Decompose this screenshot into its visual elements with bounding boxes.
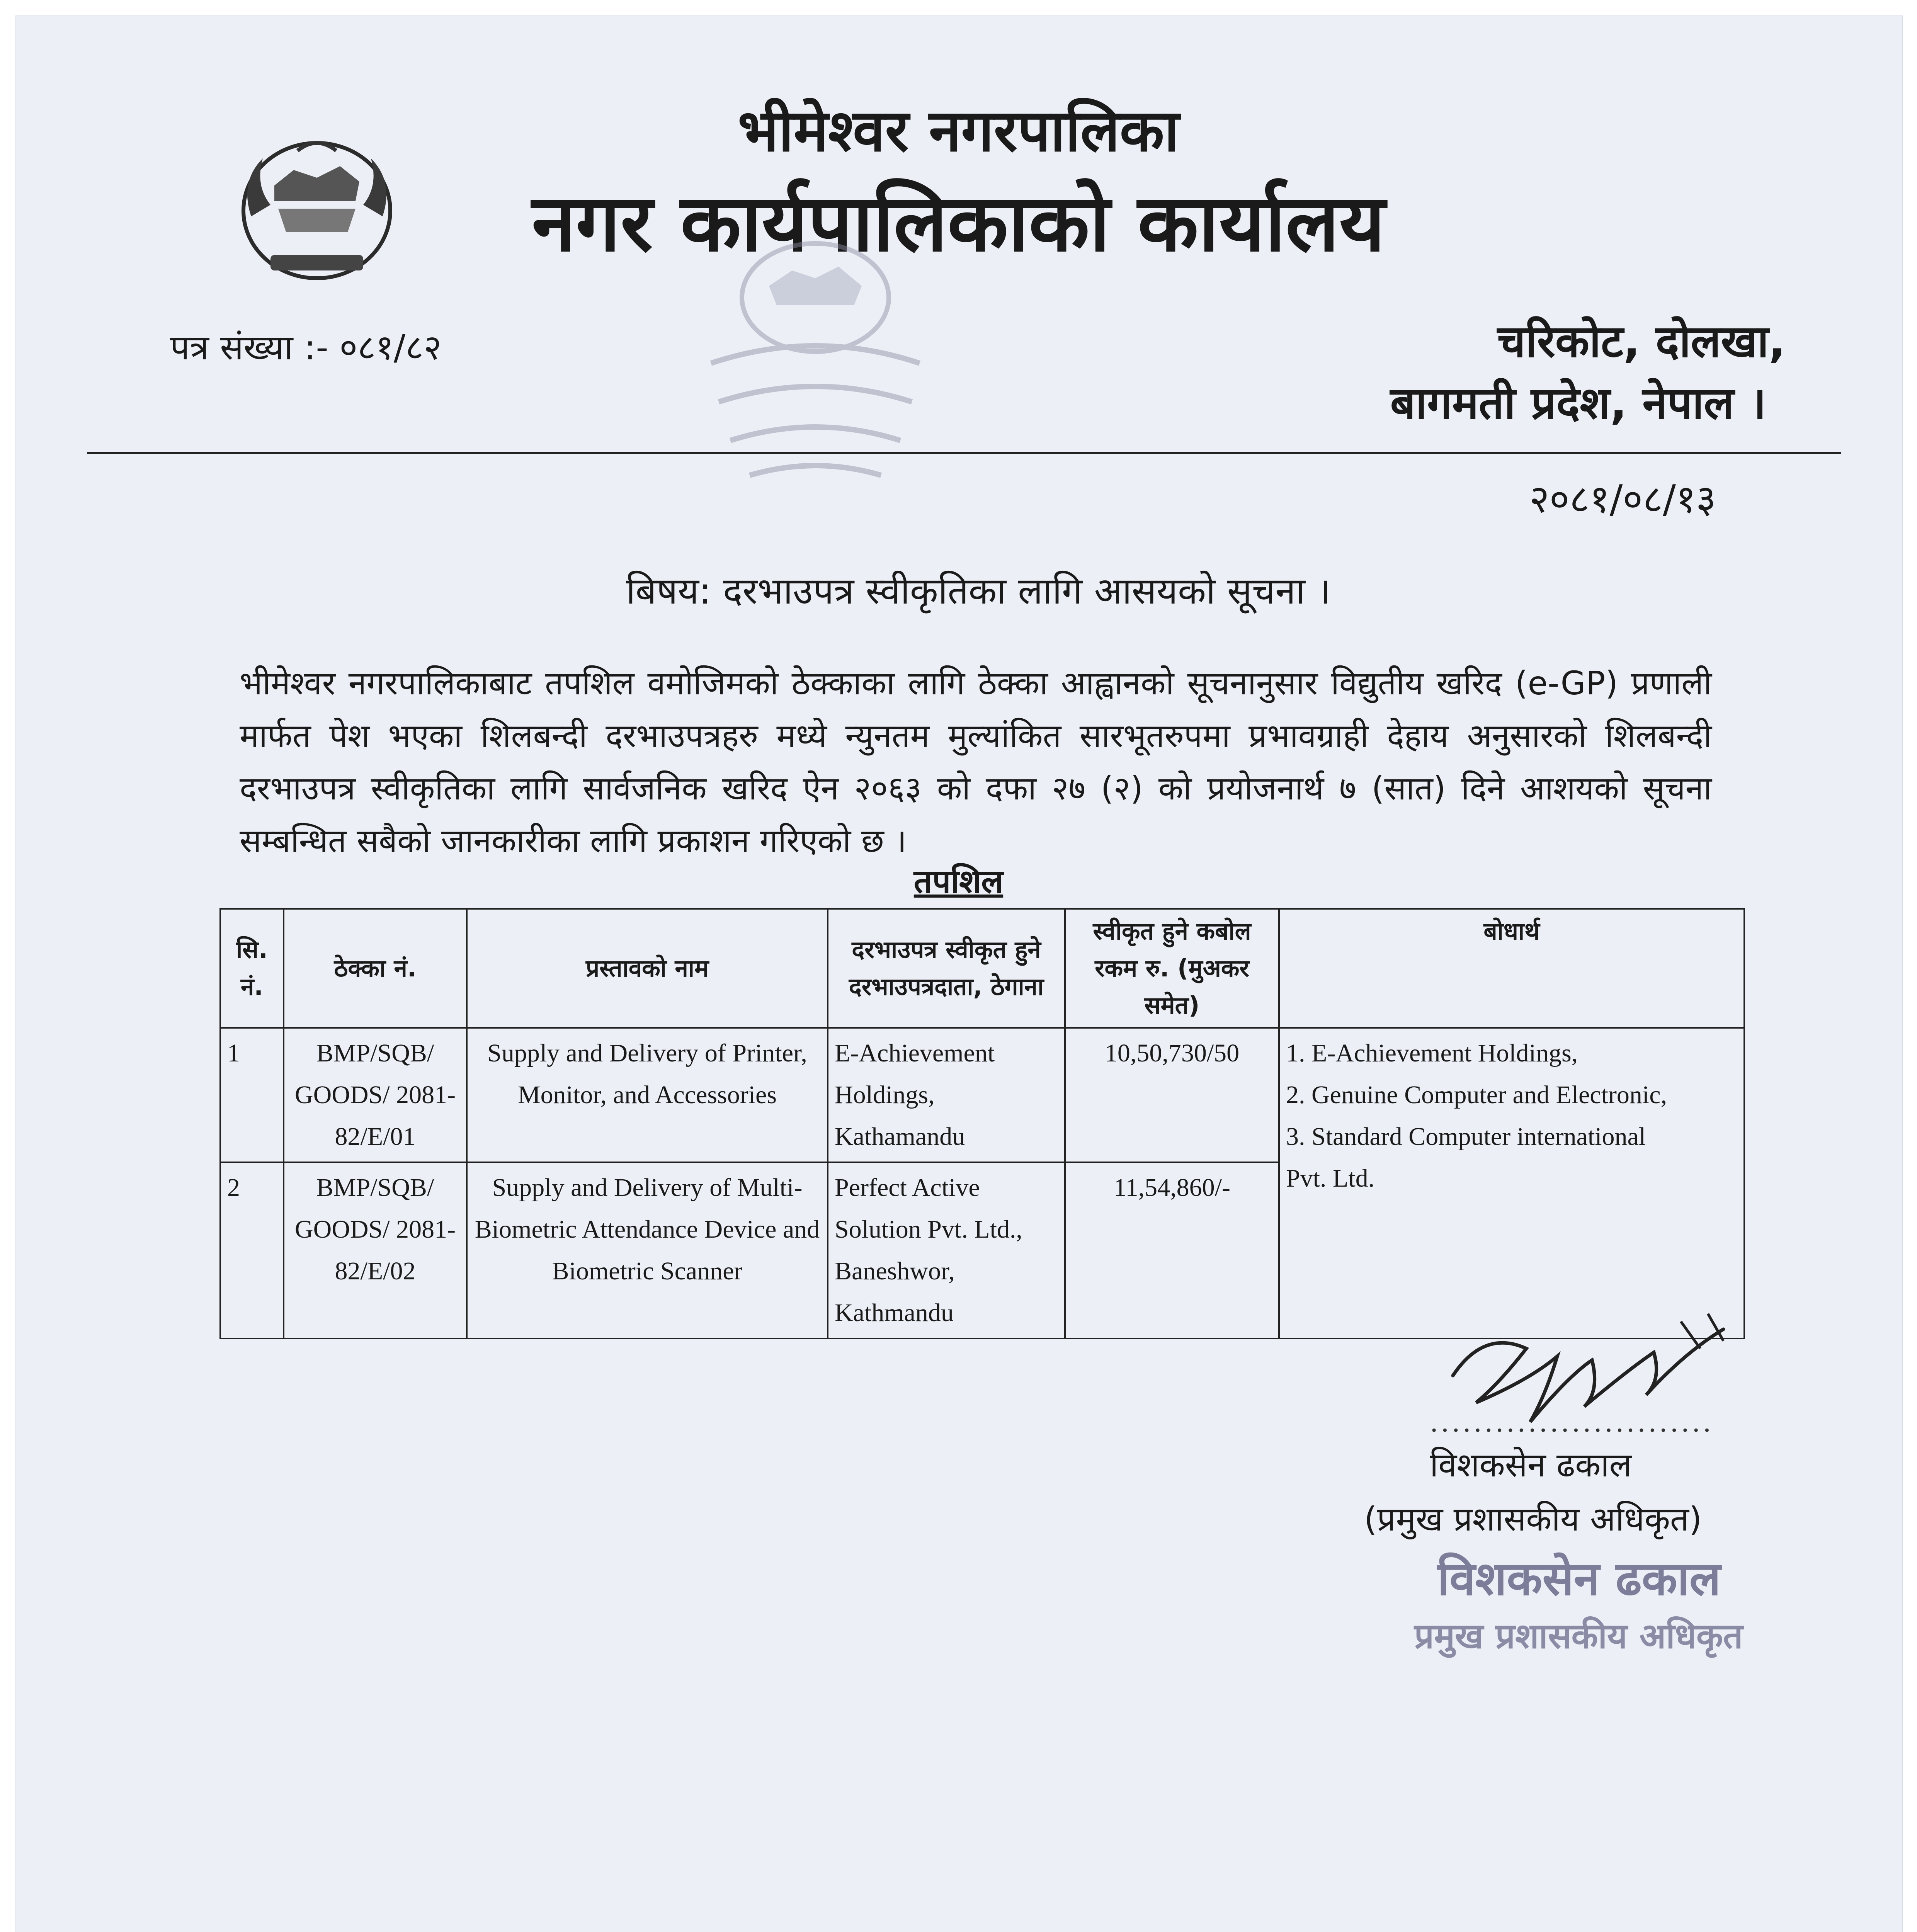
address-line-2: बागमती प्रदेश, नेपाल । (1390, 378, 1766, 429)
cell-contract-no: BMP/SQB/ GOODS/ 2081-82/E/01 (284, 1028, 467, 1162)
col-header-proposal-name: प्रस्तावको नाम (467, 909, 828, 1028)
cell-amount: 11,54,860/- (1065, 1162, 1279, 1338)
header-divider (87, 452, 1841, 454)
signature-line: .......................... (1430, 1406, 1714, 1438)
letter-number: पत्र संख्या :- ०८१/८२ (170, 327, 442, 368)
cell-bidder: E-Achievement Holdings, Kathamandu (828, 1028, 1065, 1162)
stamp-name: विशकसेन ढकाल (1437, 1552, 1721, 1606)
schedule-title: तपशिल (913, 862, 1004, 900)
cell-proposal-name: Supply and Delivery of Multi-Biometric Attendance Device and Biometric Scanner (467, 1162, 828, 1338)
office-title: नगर कार्यपालिकाको कार्यालय (532, 177, 1385, 269)
remarks-item: 2. Genuine Computer and Electronic, (1286, 1081, 1667, 1109)
subject-line: बिषय: दरभाउपत्र स्वीकृतिका लागि आसयको सूचना । (626, 570, 1331, 612)
cell-contract-no: BMP/SQB/ GOODS/ 2081-82/E/02 (284, 1162, 467, 1338)
signatory-name: विशकसेन ढकाल (1430, 1446, 1632, 1485)
signatory-designation: (प्रमुख प्रशासकीय अधिकृत) (1364, 1500, 1702, 1539)
col-header-bidder: दरभाउपत्र स्वीकृत हुने दरभाउपत्रदाता, ठेगाना (828, 909, 1065, 1028)
letter-date: २०८१/०८/१३ (1529, 476, 1716, 522)
address-line-1: चरिकोट, दोलखा, (1497, 316, 1786, 367)
cell-remarks (1279, 1028, 1744, 1338)
col-header-amount: स्वीकृत हुने कबोल रकम रु. (मुअकर समेत) (1065, 909, 1279, 1028)
col-header-remarks: बोधार्थ (1279, 909, 1744, 1028)
remarks-item: 1. E-Achievement Holdings, (1286, 1039, 1578, 1067)
office-name: भीमेश्वर नगरपालिका (738, 97, 1179, 165)
col-header-sn: सि. नं. (220, 909, 284, 1028)
office-seal-icon (665, 240, 966, 518)
remarks-item: 3. Standard Computer international (1286, 1122, 1646, 1151)
col-header-contract-no: ठेक्का नं. (284, 909, 467, 1028)
table-header-row (220, 909, 1744, 1028)
cell-proposal-name: Supply and Delivery of Printer, Monitor, and Accessories (467, 1028, 828, 1162)
cell-bidder: Perfect Active Solution Pvt. Ltd., Baneshwor, Kathmandu (828, 1162, 1065, 1338)
cell-sn: 1 (220, 1028, 284, 1162)
table-row (220, 1028, 1744, 1162)
stamp-designation: प्रमुख प्रशासकीय अधिकृत (1414, 1616, 1743, 1656)
remarks-item: Pvt. Ltd. (1286, 1164, 1375, 1192)
schedule-table (219, 908, 1745, 1339)
cell-amount: 10,50,730/50 (1065, 1028, 1279, 1162)
cell-sn: 2 (220, 1162, 284, 1338)
notice-body: भीमेश्वर नगरपालिकाबाट तपशिल वमोजिमको ठेक्काका लागि ठेक्का आह्वानको सूचनानुसार विद्युतीय खरिद (e-GP) प्रणाली मार्फत पेश भएका शिलबन्दी दरभाउपत्रहरु मध्ये न्युनतम मुल्यांकित सारभूतरुपमा प्रभावग्राही देहाय अनुसारको शिलबन्दी दरभाउपत्र स्वीकृतिका लागि सार्वजनिक खरिद ऐन २०६३ को दफा २७ (२) को प्रयोजनार्थ ७ (सात) दिने आशयको सूचना सम्बन्धित सबैको जानकारीका लागि प्रकाशन गरिएको छ । (240, 664, 1712, 860)
